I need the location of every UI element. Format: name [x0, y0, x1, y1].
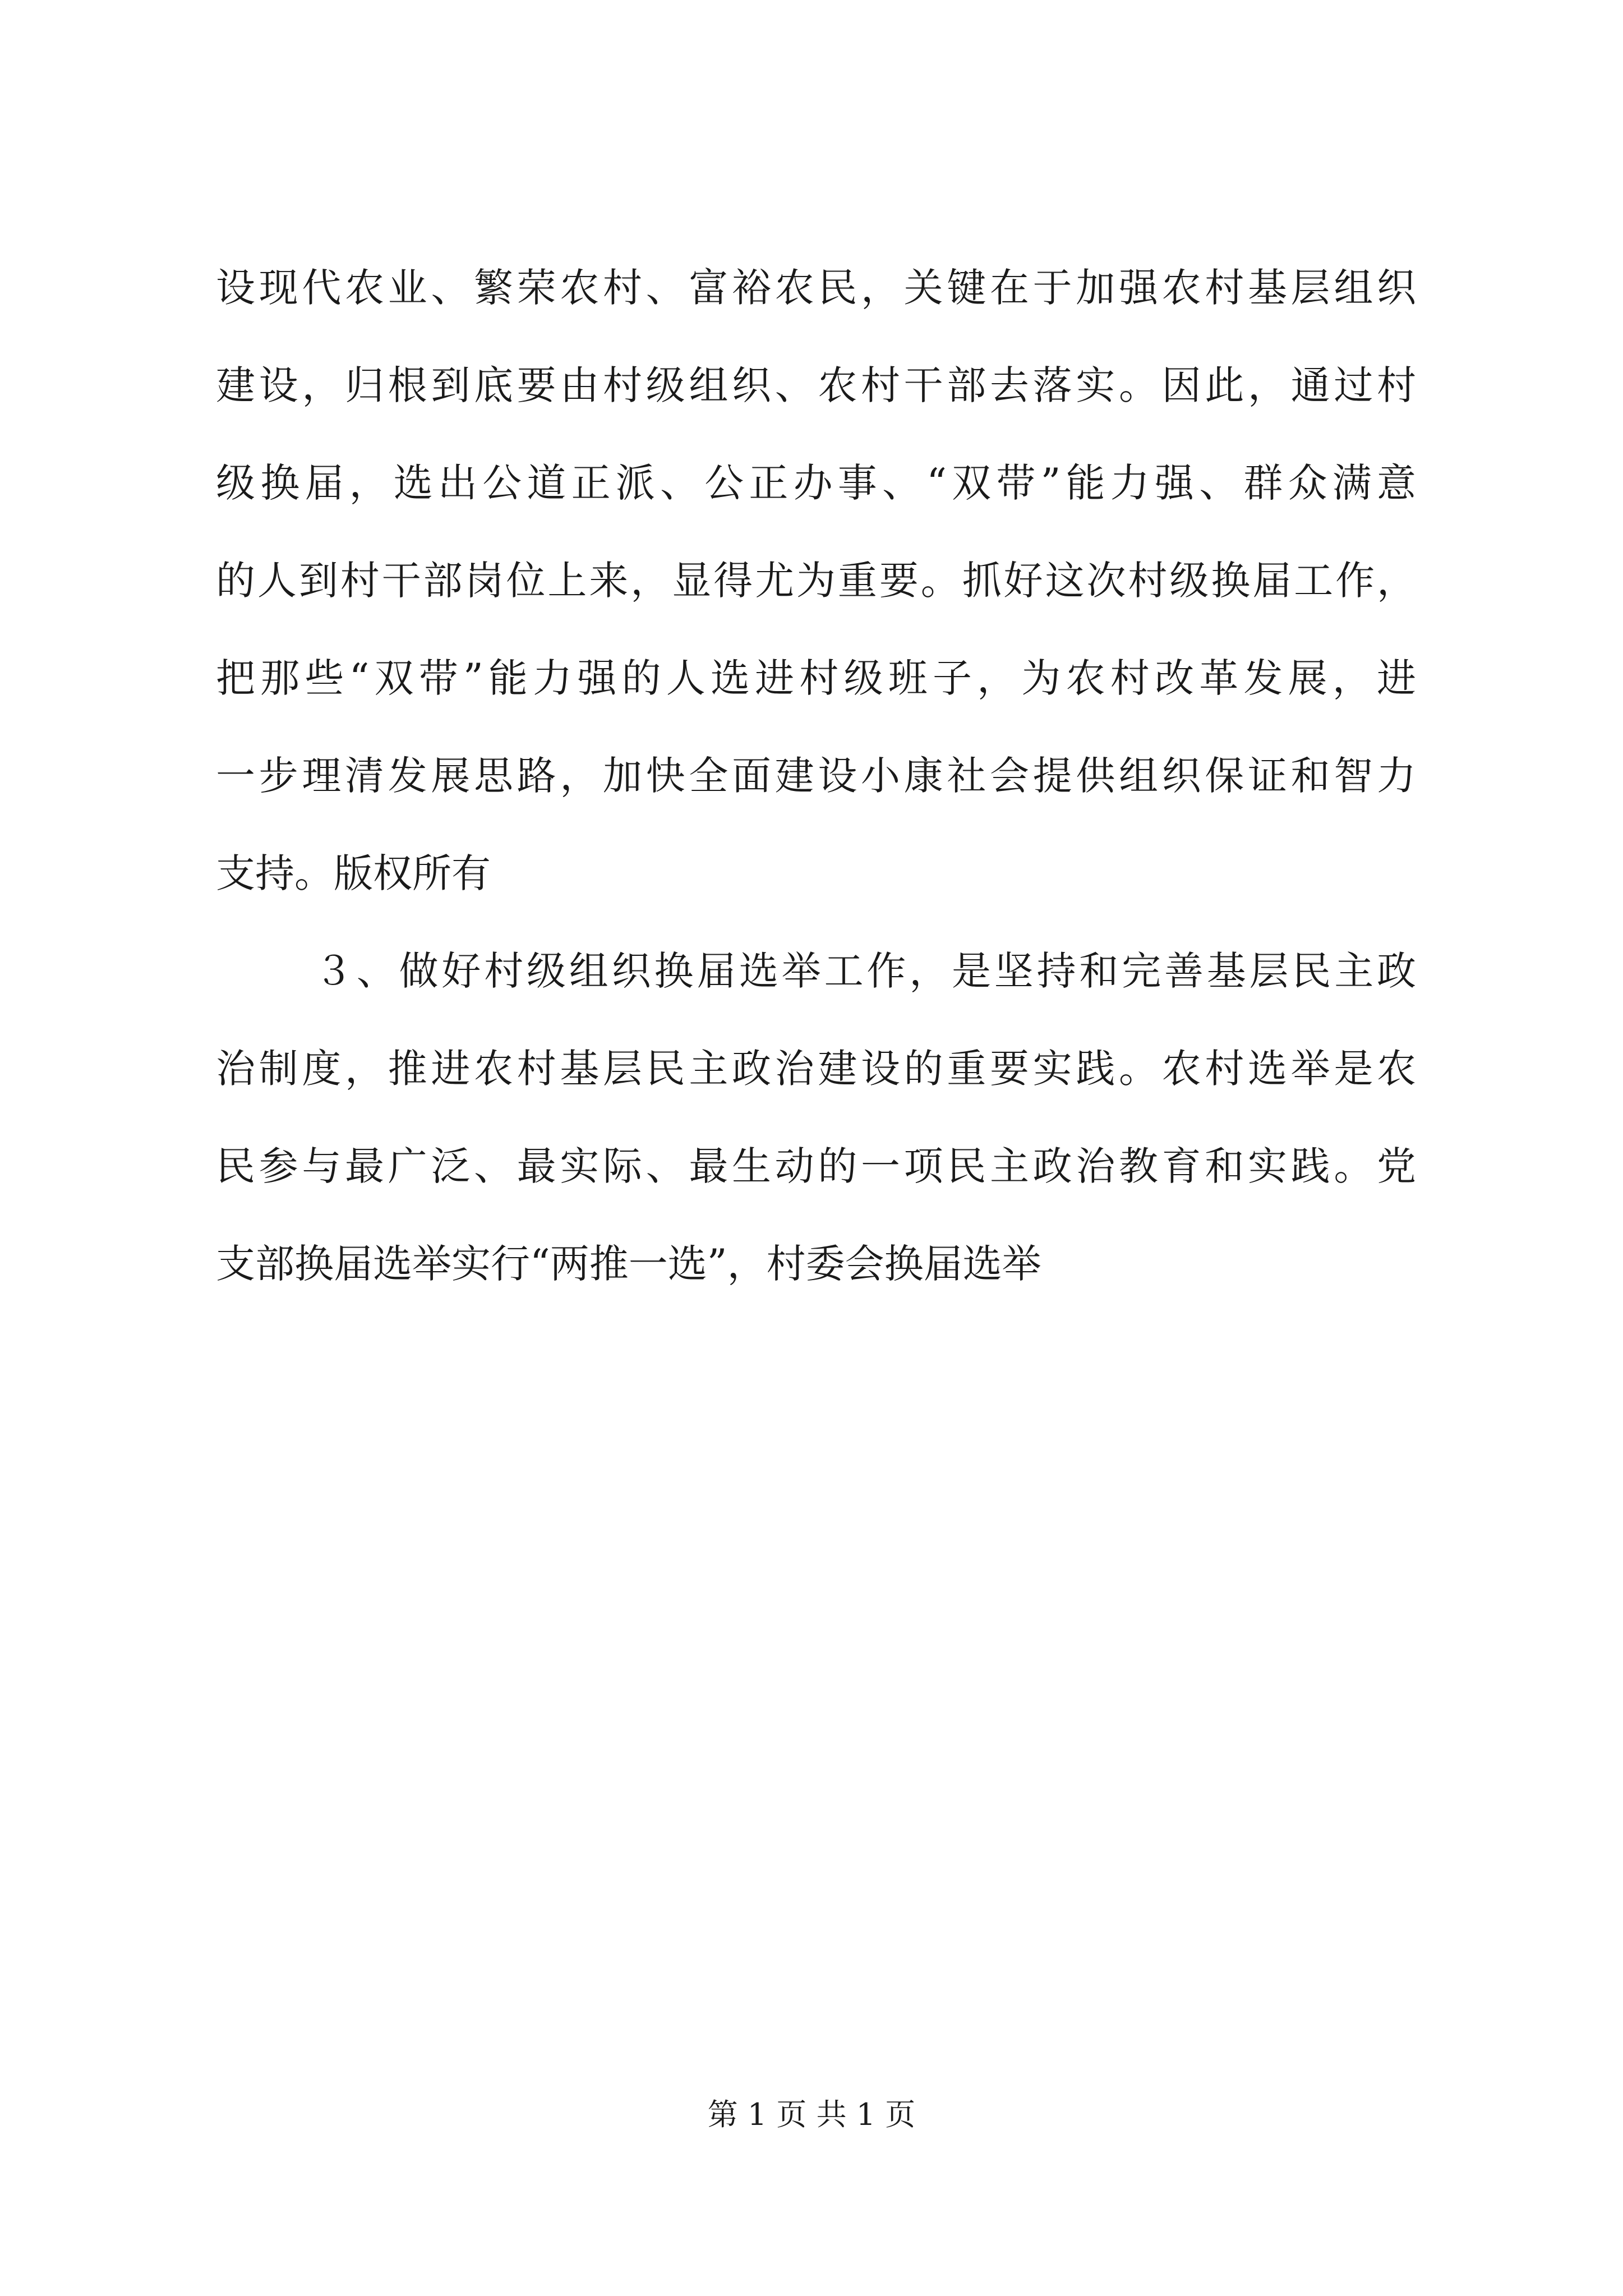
- body-text: [216, 265, 1416, 1342]
- text-line: 把那些“双带”能力强的人选进村级班子，为农村改革发展，进: [216, 655, 1416, 701]
- text-line: 级换届，选出公道正派、公正办事、“双带”能力强、群众满意: [216, 460, 1416, 506]
- text-line: 设现代农业、繁荣农村、富裕农民，关键在于加强农村基层组织: [216, 265, 1416, 311]
- page-number-footer: 第 1 页 共 1 页: [707, 2097, 916, 2132]
- paragraph-start-line: ３、做好村级组织换届选举工作，是坚持和完善基层民主政: [314, 948, 1416, 994]
- text-line: 治制度，推进农村基层民主政治建设的重要实践。农村选举是农: [216, 1046, 1416, 1092]
- text-line: 民参与最广泛、最实际、最生动的一项民主政治教育和实践。党: [216, 1143, 1416, 1189]
- text-line: 建设，归根到底要由村级组织、农村干部去落实。因此，通过村: [216, 362, 1416, 408]
- text-line: 支持。版权所有: [216, 850, 491, 896]
- text-line: 的人到村干部岗位上来，显得尤为重要。抓好这次村级换届工作，: [216, 558, 1416, 604]
- text-line: 支部换届选举实行“两推一选”，村委会换届选举: [216, 1241, 1041, 1287]
- text-line: 一步理清发展思路，加快全面建设小康社会提供组织保证和智力: [216, 753, 1416, 799]
